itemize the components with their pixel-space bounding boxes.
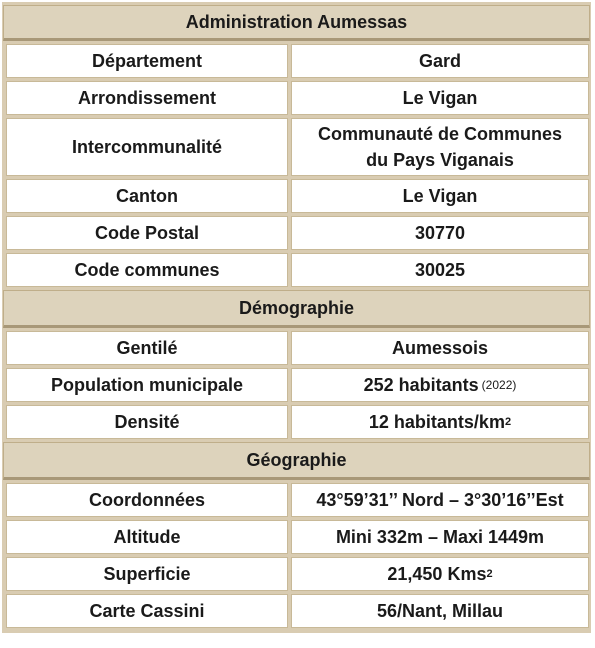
row-label: Densité (6, 405, 288, 439)
row-value: Le Vigan (291, 81, 589, 115)
info-table (2, 2, 591, 633)
section-title: Démographie (238, 297, 355, 318)
table-row (3, 520, 590, 554)
row-label: Code communes (6, 253, 288, 287)
row-value: Aumessois (291, 331, 589, 365)
row-label: Code Postal (6, 216, 288, 250)
table-row (3, 44, 590, 78)
row-label: Département (6, 44, 288, 78)
row-value: 43°59’31’’ Nord – 3°30’16’’Est (291, 483, 589, 517)
row-label: Coordonnées (6, 483, 288, 517)
row-label: Canton (6, 179, 288, 213)
row-value: 30025 (291, 253, 589, 287)
row-label: Arrondissement (6, 81, 288, 115)
section-header-geographie (3, 442, 590, 480)
row-value: Communauté de Communes du Pays Viganais (291, 118, 589, 176)
row-label: Altitude (6, 520, 288, 554)
row-value: 12 habitants/km 2 (291, 405, 589, 439)
densite-value: 12 habitants/km (368, 412, 505, 432)
table-row (3, 216, 590, 250)
section-header-demographie (3, 290, 590, 328)
section-title: Administration Aumessas (185, 11, 408, 32)
row-label: Carte Cassini (6, 594, 288, 628)
table-row (3, 118, 590, 176)
row-value: 21,450 Kms 2 (291, 557, 589, 591)
table-row (3, 594, 590, 628)
table-row (3, 368, 590, 402)
row-value: 56/Nant, Millau (291, 594, 589, 628)
row-value: Gard (291, 44, 589, 78)
row-value: Mini 332m – Maxi 1449m (291, 520, 589, 554)
table-row (3, 557, 590, 591)
table-row (3, 331, 590, 365)
row-value: Le Vigan (291, 179, 589, 213)
section-title: Géographie (246, 449, 347, 470)
table-row (3, 405, 590, 439)
population-year: (2022) (481, 378, 517, 392)
row-label: Population municipale (6, 368, 288, 402)
row-value (291, 368, 589, 402)
row-value: 30770 (291, 216, 589, 250)
row-label: Intercommunalité (6, 118, 288, 176)
section-header-administration (3, 5, 590, 41)
table-row (3, 253, 590, 287)
table-row (3, 483, 590, 517)
table-row (3, 179, 590, 213)
row-label: Gentilé (6, 331, 288, 365)
population-value: 252 habitants (363, 375, 479, 395)
superficie-value: 21,450 Kms (387, 564, 487, 584)
row-label: Superficie (6, 557, 288, 591)
table-row (3, 81, 590, 115)
